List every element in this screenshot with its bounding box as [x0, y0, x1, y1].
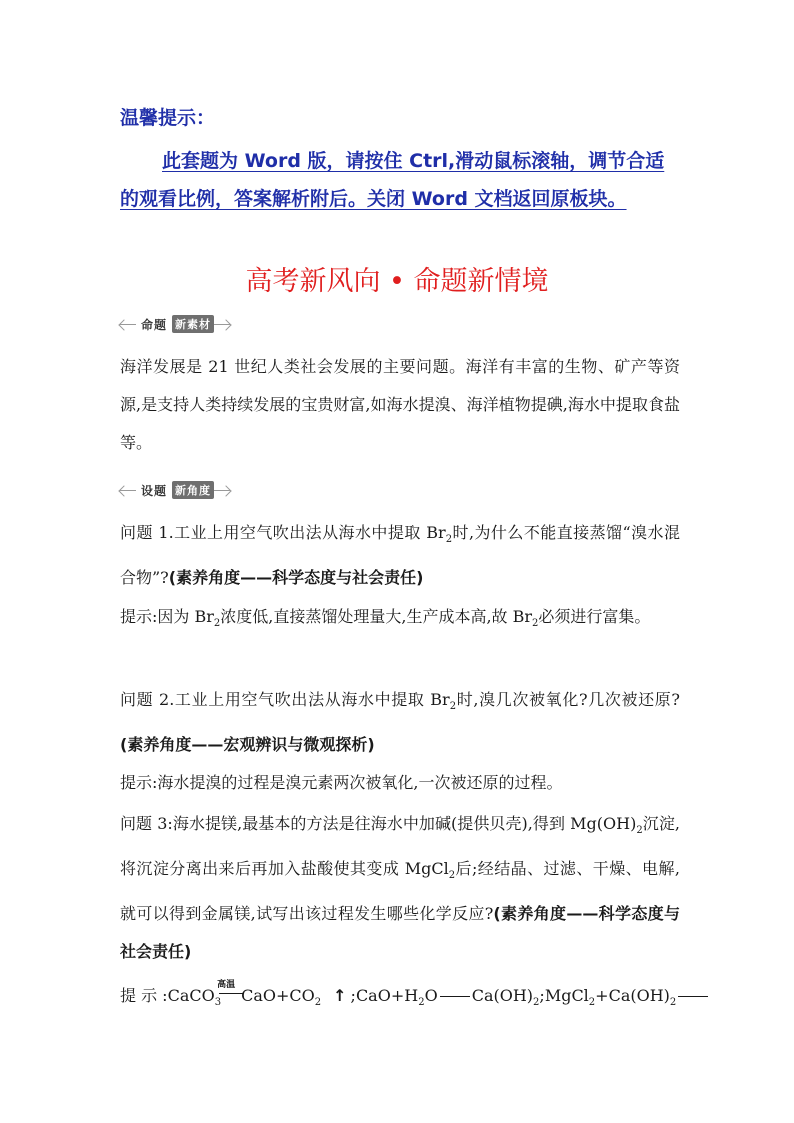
r2-lhs: CaO+H	[355, 986, 419, 1005]
subscript: 2	[532, 618, 539, 630]
separator: ;	[350, 986, 356, 1005]
subscript: 2	[213, 618, 221, 630]
tag-badge: 新素材	[172, 315, 214, 333]
subscript: 2	[448, 870, 456, 882]
notice-heading: 温馨提示：	[120, 107, 216, 129]
tag-badge: 新角度	[172, 481, 214, 499]
subscript: 3	[214, 997, 222, 1009]
a1-text-b: 浓度低,直接蒸馏处理量大,生产成本高,故 Br	[220, 607, 533, 626]
question-3	[120, 805, 680, 971]
tag-ornament-left	[120, 490, 136, 491]
tag-ornament-left	[120, 324, 136, 325]
a1-text-a: 提示:因为 Br	[120, 607, 214, 626]
q2-aspect: (素养角度——宏观辨识与微观探析)	[120, 735, 375, 755]
tag-ornament-right	[214, 490, 230, 491]
answer-2: 提示:海水提溴的过程是溴元素两次被氧化,一次被还原的过程。	[120, 773, 563, 792]
notice-body: 此套题为 Word 版，请按住 Ctrl,滑动鼠标滚轴，调节合适的观看比例，答案解析附后。关闭 Word 文档返回原板块。	[120, 150, 665, 210]
question-1	[120, 514, 680, 597]
q3-text-a: 问题 3:海水提镁,最基本的方法是往海水中加碱(提供贝壳),得到 Mg(OH)	[120, 814, 637, 833]
question-2	[120, 681, 680, 764]
condition-text: 高温	[217, 980, 236, 990]
equals-line	[678, 996, 708, 997]
subscript: 2	[669, 997, 677, 1009]
subscript: 2	[418, 997, 425, 1009]
r1-rhs: CaO+CO	[241, 986, 315, 1005]
equals-line	[440, 996, 470, 997]
answer-3-formula	[120, 968, 700, 1031]
question-section-tag	[120, 480, 230, 500]
q3-text-b: 沉淀,将沉淀分离出来后再加入盐酸使其变成 MgCl	[120, 814, 680, 879]
formula-label: 提 示 :	[120, 986, 168, 1005]
tag-label: 命题	[141, 317, 168, 332]
answer-1	[120, 598, 680, 643]
subscript: 2	[314, 997, 322, 1009]
tag-label: 设题	[141, 483, 168, 498]
subscript: 2	[533, 997, 540, 1009]
separator: ;	[539, 986, 545, 1005]
material-section-tag	[120, 314, 230, 334]
gas-arrow-icon: ↑	[333, 986, 347, 1005]
q2-text-b: 时,溴几次被氧化?几次被还原?	[456, 690, 680, 709]
q3-aspect: (素养角度——科学态度与社会责任)	[120, 904, 680, 962]
r3-lhs: MgCl	[544, 986, 589, 1005]
q1-aspect: (素养角度——科学态度与社会责任)	[168, 568, 424, 588]
subscript: 2	[588, 997, 596, 1009]
q1-text-b: 时,为什么不能直接蒸馏“溴水混合物”?	[120, 523, 680, 588]
q1-text-a: 问题 1.工业上用空气吹出法从海水中提取 Br	[120, 523, 446, 542]
q2-text-a: 问题 2.工业上用空气吹出法从海水中提取 Br	[120, 690, 450, 709]
r1-lhs: CaCO	[167, 986, 215, 1005]
tag-ornament-right	[214, 324, 230, 325]
page-title: 高考新风向 • 命题新情境	[245, 266, 549, 297]
notice-block	[120, 104, 680, 218]
condition-bar	[219, 993, 243, 994]
r3-mid: +Ca(OH)	[595, 986, 670, 1005]
subscript: 2	[445, 534, 453, 546]
material-paragraph: 海洋发展是 21 世纪人类社会发展的主要问题。海洋有丰富的生物、矿产等资源,是支持人类持续发展的宝贵财富,如海水提溴、海洋植物提碘,海水中提取食盐等。	[120, 357, 680, 452]
subscript: 2	[449, 701, 457, 713]
r2-rhs: Ca(OH)	[471, 986, 534, 1005]
subscript: 2	[636, 825, 643, 837]
a1-text-c: 必须进行富集。	[538, 607, 651, 626]
q3-text-c: 后;经结晶、过滤、干燥、电解,就可以得到金属镁,试写出该过程发生哪些化学反应?	[120, 859, 680, 924]
r2-mid: O	[424, 986, 438, 1005]
